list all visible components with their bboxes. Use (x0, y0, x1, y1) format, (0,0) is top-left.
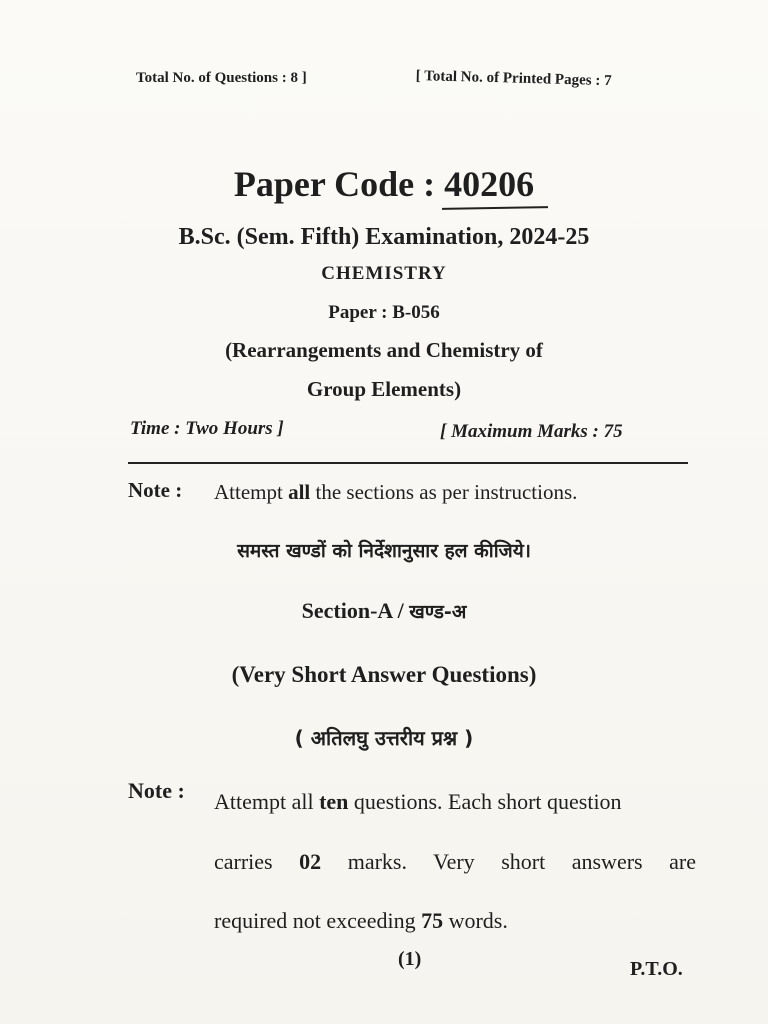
paper-title-line-1: (Rearrangements and Chemistry of (225, 338, 543, 362)
section-note-line-3-end: words. (443, 908, 508, 933)
paper-title-line-2: Group Elements) (306, 377, 462, 401)
section-note-label: Note : (128, 778, 185, 803)
question-type-hindi: ( अतिलघु उत्तरीय प्रश्न ) (294, 726, 474, 750)
section-note-line-1-end: questions. Each short question (348, 789, 622, 814)
section-heading-hindi: खण्ड-अ (409, 601, 467, 623)
subject: CHEMISTRY (321, 263, 447, 284)
note-text-start: Attempt (214, 480, 289, 504)
section-note-line-3 (214, 908, 508, 934)
paper-number: Paper : B-056 (328, 302, 440, 323)
paper-code-value: 40206 (444, 164, 535, 204)
section-note-marks: 02 (299, 849, 322, 874)
section-note-line-1 (214, 789, 622, 815)
header-divider (128, 462, 688, 464)
section-note-word-limit: 75 (421, 908, 444, 933)
note-text-emphasis: all (288, 480, 311, 504)
section-heading (0, 598, 768, 624)
page-number: (1) (398, 948, 422, 970)
section-note-line-2 (214, 849, 696, 875)
note-text-end: the sections as per instructions. (310, 480, 578, 504)
section-heading-english: Section-A / (301, 598, 410, 623)
question-type: (Very Short Answer Questions) (231, 662, 537, 687)
section-note-question-count: ten (319, 789, 349, 814)
section-note-line-2-end: marks. Very short answers are (321, 849, 696, 874)
please-turn-over: P.T.O. (630, 958, 683, 980)
total-questions: Total No. of Questions : 8 ] (136, 70, 307, 86)
maximum-marks: [ Maximum Marks : 75 (440, 421, 623, 442)
note-label: Note : (128, 478, 183, 502)
time-allowed: Time : Two Hours ] (130, 418, 284, 439)
note-instructions (214, 480, 577, 505)
exam-title: B.Sc. (Sem. Fifth) Examination, 2024-25 (178, 224, 590, 250)
section-note-line-1-start: Attempt all (214, 789, 320, 814)
section-note-line-3-start: required not exceeding (214, 908, 422, 933)
total-printed-pages: [ Total No. of Printed Pages : 7 (415, 68, 612, 90)
note-instructions-hindi: समस्त खण्डों को निर्देशानुसार हल कीजिये। (237, 540, 531, 562)
paper-code-label: Paper Code : (233, 164, 445, 204)
paper-code (0, 163, 768, 205)
section-note-line-2-start: carries (214, 849, 300, 874)
